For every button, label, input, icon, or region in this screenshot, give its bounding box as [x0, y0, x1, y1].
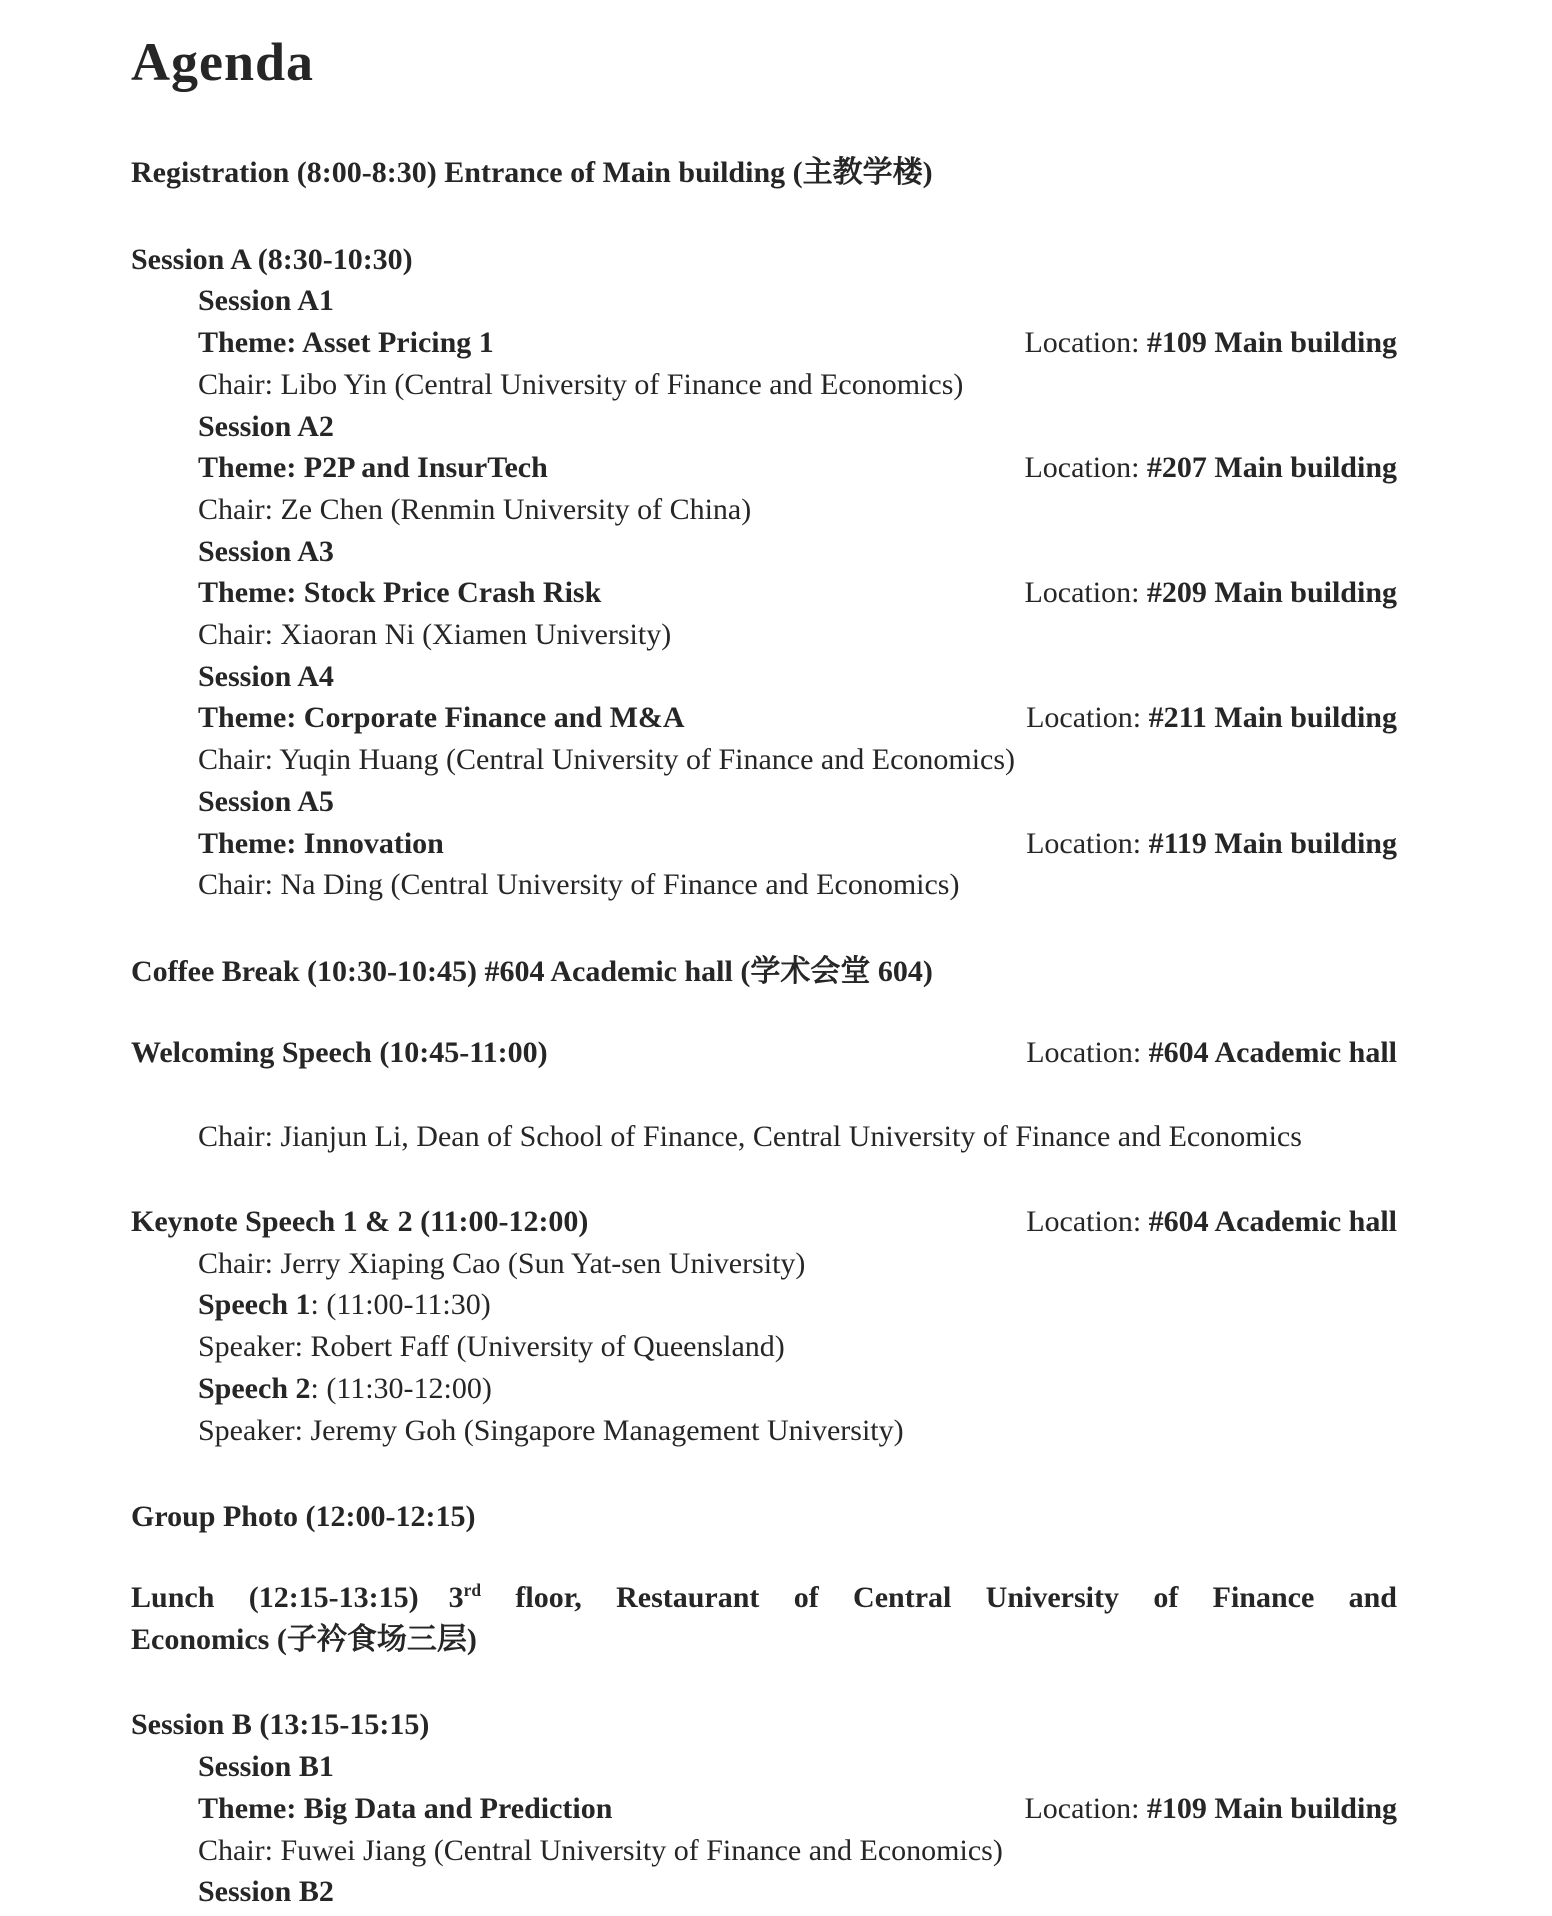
- location: [1024, 322, 1397, 364]
- speech1-label: Speech 1: [198, 1288, 311, 1322]
- location: [1024, 1788, 1397, 1830]
- chair-line: Chair: Xiaoran Ni (Xiamen University): [198, 618, 672, 652]
- lunch-time: Lunch (12:15-13:15): [131, 1580, 419, 1614]
- chair-line: Chair: Na Ding (Central University of Finance and Economics): [198, 868, 960, 902]
- lunch-place: floor, Restaurant of Central University of Finance and: [515, 1580, 1397, 1614]
- location-label: Location:: [1026, 701, 1149, 735]
- session-name: Session A3: [198, 534, 334, 568]
- ordinal-suffix: rd: [463, 1579, 482, 1600]
- welcoming-header-row: [131, 1032, 1397, 1074]
- keynote-header-row: [131, 1201, 1397, 1243]
- coffee-break-line: Coffee Break (10:30-10:45) #604 Academic hall (学术会堂 604): [131, 954, 933, 988]
- lunch-line-1: [131, 1577, 1397, 1619]
- document-content: [131, 0, 1397, 1913]
- session-item-b1: [131, 1746, 1397, 1913]
- location: [1026, 1032, 1397, 1074]
- registration-line: Registration (8:00-8:30) Entrance of Main building (主教学楼): [131, 156, 933, 189]
- location-label: Location:: [1026, 1035, 1149, 1069]
- location-value: #604 Academic hall: [1148, 1205, 1397, 1239]
- page-title: Agenda: [131, 32, 315, 92]
- theme-location-row: [198, 697, 1397, 739]
- theme-label: Theme: Innovation: [198, 826, 444, 860]
- session-item-a5: [131, 781, 1397, 906]
- location-value: #207 Main building: [1146, 451, 1397, 485]
- keynote-block: [131, 1243, 1397, 1452]
- location-value: #211 Main building: [1148, 701, 1397, 735]
- theme-label: Theme: Stock Price Crash Risk: [198, 576, 602, 610]
- location-label: Location:: [1024, 1791, 1147, 1825]
- session-name: Session A2: [198, 409, 334, 443]
- theme-label: Theme: P2P and InsurTech: [198, 451, 548, 485]
- location: [1024, 572, 1397, 614]
- keynote-chair-line: Chair: Jerry Xiaping Cao (Sun Yat-sen University): [198, 1246, 806, 1280]
- location: [1026, 1201, 1397, 1243]
- chair-line: Chair: Yuqin Huang (Central University of Finance and Economics): [198, 743, 1016, 777]
- location-label: Location:: [1024, 576, 1147, 610]
- location-label: Location:: [1024, 451, 1147, 485]
- location-value: #109 Main building: [1146, 1791, 1397, 1825]
- session-name-b2: Session B2: [198, 1875, 334, 1909]
- theme-location-row: [198, 572, 1397, 614]
- theme-label: Theme: Big Data and Prediction: [198, 1791, 613, 1825]
- lunch-floor-number: 3: [448, 1580, 464, 1614]
- location: [1026, 697, 1397, 739]
- theme-location-row: [198, 1788, 1397, 1830]
- session-name: Session A5: [198, 784, 334, 818]
- keynote-header: Keynote Speech 1 & 2 (11:00-12:00): [131, 1205, 589, 1239]
- location: [1026, 823, 1397, 865]
- speaker1-line: Speaker: Robert Faff (University of Queensland): [198, 1330, 785, 1364]
- chair-line: Chair: Fuwei Jiang (Central University of Finance and Economics): [198, 1833, 1003, 1867]
- location-value: #209 Main building: [1146, 576, 1397, 610]
- location-value: #604 Academic hall: [1148, 1035, 1397, 1069]
- session-item-a2: [131, 406, 1397, 531]
- speech2-time: : (11:30-12:00): [310, 1371, 492, 1405]
- session-a-header: Session A (8:30-10:30): [131, 242, 413, 276]
- group-photo-line: Group Photo (12:00-12:15): [131, 1500, 476, 1534]
- speech1-line: [198, 1284, 1397, 1326]
- theme-location-row: [198, 823, 1397, 865]
- speech2-label: Speech 2: [198, 1371, 311, 1405]
- session-name: Session B1: [198, 1750, 334, 1784]
- theme-label: Theme: Asset Pricing 1: [198, 326, 494, 360]
- location-label: Location:: [1026, 826, 1149, 860]
- session-name: Session A4: [198, 659, 334, 693]
- speaker2-line: Speaker: Jeremy Goh (Singapore Management University): [198, 1413, 904, 1447]
- welcoming-chair-line: Chair: Jianjun Li, Dean of School of Finance, Central University of Finance and Economics: [198, 1120, 1302, 1154]
- session-item-a1: [131, 280, 1397, 405]
- location-label: Location:: [1026, 1205, 1149, 1239]
- session-name: Session A1: [198, 284, 334, 318]
- lunch-line-2: Economics (子衿食场三层): [131, 1622, 477, 1656]
- session-item-a3: [131, 531, 1397, 656]
- speech2-line: [198, 1368, 1397, 1410]
- theme-location-row: [198, 322, 1397, 364]
- theme-label: Theme: Corporate Finance and M&A: [198, 701, 685, 735]
- location-value: #109 Main building: [1146, 326, 1397, 360]
- chair-line: Chair: Libo Yin (Central University of Finance and Economics): [198, 367, 964, 401]
- welcoming-header: Welcoming Speech (10:45-11:00): [131, 1035, 548, 1069]
- chair-line: Chair: Ze Chen (Renmin University of China): [198, 492, 752, 526]
- session-item-a4: [131, 656, 1397, 781]
- speech1-time: : (11:00-11:30): [310, 1288, 491, 1322]
- location-label: Location:: [1024, 326, 1147, 360]
- theme-location-row: [198, 447, 1397, 489]
- location: [1024, 447, 1397, 489]
- location-value: #119 Main building: [1148, 826, 1397, 860]
- session-b-header: Session B (13:15-15:15): [131, 1708, 430, 1742]
